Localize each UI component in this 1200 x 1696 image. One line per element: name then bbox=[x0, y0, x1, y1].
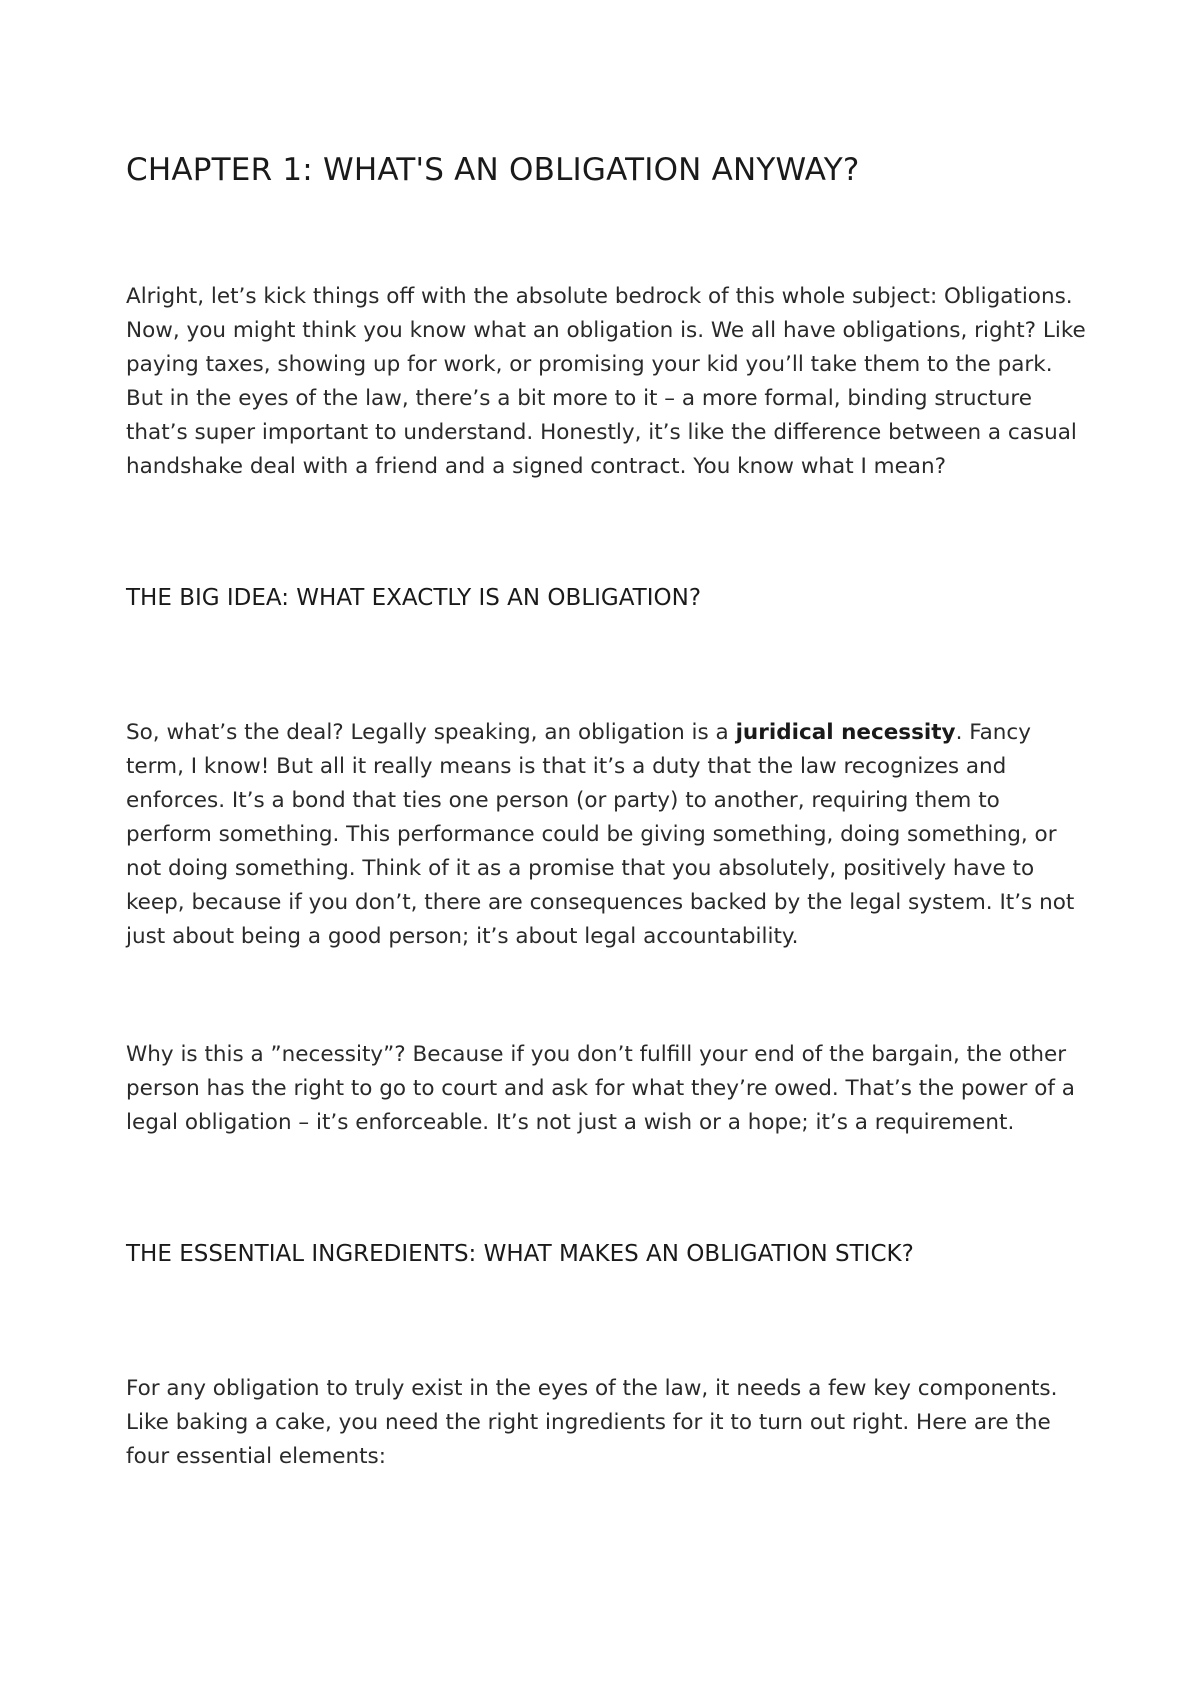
intro-paragraph: Alright, let’s kick things off with the absolute bedrock of this whole subject: Obligations. Now, you might think you know what an obligation is. We all have obligations, right? Like paying taxes, showing up for work, or promising your kid you’ll take them to the park. But in the eyes of the law, there’s a bit more to it – a more formal, binding structure that’s super important to understand. Honestly, it’s like the difference between a casual handshake deal with a friend and a signed contract. You know what I mean? bbox=[126, 284, 1086, 479]
spacer bbox=[126, 190, 1086, 280]
spacer bbox=[126, 1140, 1086, 1238]
spacer bbox=[126, 1270, 1086, 1372]
document-content bbox=[126, 150, 1086, 1474]
chapter-title: CHAPTER 1: WHAT'S AN OBLIGATION ANYWAY? bbox=[126, 152, 860, 188]
spacer bbox=[126, 484, 1086, 582]
spacer bbox=[126, 614, 1086, 716]
section-heading-big-idea: THE BIG IDEA: WHAT EXACTLY IS AN OBLIGATION? bbox=[126, 585, 702, 611]
definition-text-end: . Fancy term, I know! But all it really means is that it’s a duty that the law recognizes and enforces. It’s a bond that ties one person (or party) to another, requiring them to perform something. This performance could be giving something, doing something, or not doing something. Think of it as a promise that you absolutely, positively have to keep, because if you don’t, there are consequences backed by the legal system. It’s not just about being a good person; it’s about legal accountability. bbox=[126, 720, 1075, 949]
necessity-paragraph: Why is this a ”necessity”? Because if you don’t fulfill your end of the bargain, the other person has the right to go to court and ask for what they’re owed. That’s the power of a legal obligation – it’s enforceable. It’s not just a wish or a hope; it’s a requirement. bbox=[126, 1042, 1075, 1135]
definition-paragraph bbox=[126, 716, 1086, 954]
section-heading-essential-ingredients: THE ESSENTIAL INGREDIENTS: WHAT MAKES AN OBLIGATION STICK? bbox=[126, 1241, 914, 1267]
key-term-juridical-necessity: juridical necessity bbox=[735, 720, 956, 745]
definition-text-start: So, what’s the deal? Legally speaking, an obligation is a bbox=[126, 720, 736, 745]
ingredients-paragraph: For any obligation to truly exist in the eyes of the law, it needs a few key components. Like baking a cake, you need the right ingredients for it to turn out right. Here are the four essential elements: bbox=[126, 1376, 1058, 1469]
spacer bbox=[126, 954, 1086, 1038]
